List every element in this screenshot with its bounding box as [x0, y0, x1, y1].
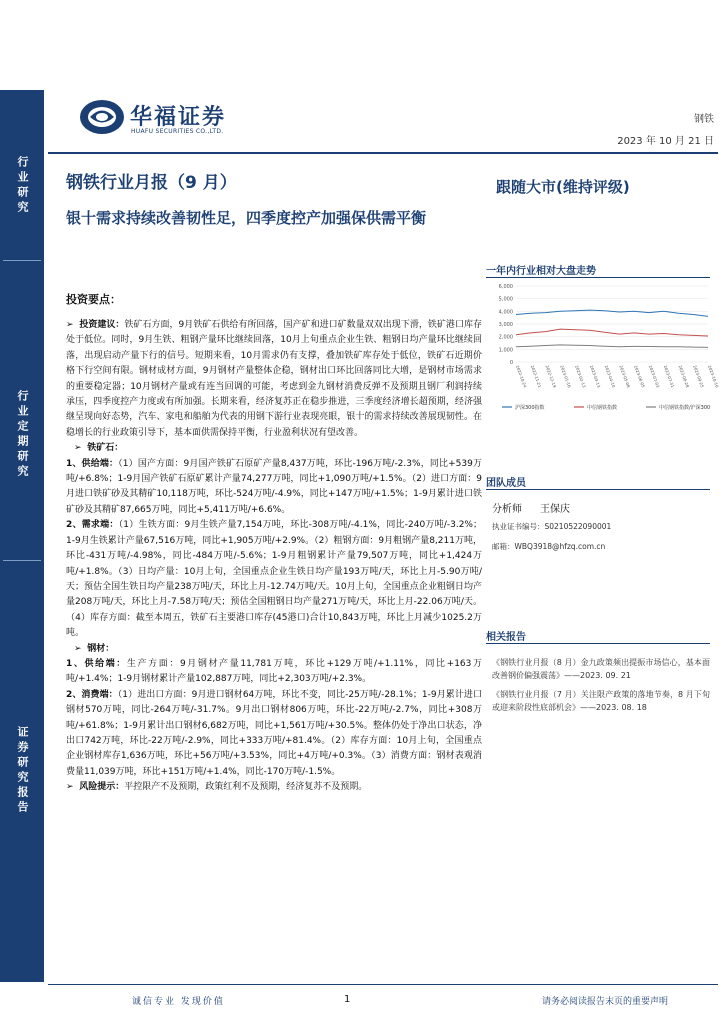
huafu-logo-icon — [78, 98, 126, 136]
series-line — [516, 345, 708, 348]
footer-divider — [48, 984, 718, 985]
related-reports-title: 相关报告 — [486, 628, 710, 644]
left-sidebar — [0, 90, 44, 982]
x-tick-label: 2023-09-25 — [692, 364, 705, 389]
x-tick-label: 2023-07-31 — [662, 364, 676, 389]
sidebar-label-industry-research: 行业研究 — [16, 156, 29, 216]
paragraph-investment-advice: ➢ 投资建议：铁矿石方面，9月铁矿石供给有所回落，国产矿和进口矿数量双双出现下滑，铁矿港口库存处于低位。同时，9月生铁、粗钢产量环比继续回落，10月上旬重点企业生铁、粗钢日均产量环比继续回落，出现启动产量下行的信号。短期来看，10月需求仍有支撑，叠加铁矿库存处于低位，铁矿石近期价格下行空间有限。钢材成材方面，9月钢材产量整体企稳，钢材出口环比回落同比大增，是钢材市场需求的重要稳定器；10月钢材产量或有连当回调的可能，考虑到金九钢材消费反弹不及预期且钢厂利润持续承压，四季度控产力度或有所加强。长期来看，经济复苏正在稳步推进，三季度经济增长超预期，经济强继呈现向好态势，汽车、家电和船舶为代表的用钢下游行业表现亮眼，银十的需求持续改善展现韧性。在稳增长的行业政策引导下，基本面供需保持平衡，行业盈利状况有望改善。 — [66, 320, 482, 438]
series-line — [516, 329, 708, 336]
team-title: 团队成员 — [486, 474, 710, 490]
x-tick-label: 2023-08-28 — [677, 364, 691, 389]
y-tick-label: 2,000 — [498, 334, 513, 341]
y-tick-label: 6,000 — [498, 284, 513, 290]
related-reports-list — [492, 656, 710, 720]
x-tick-label: 2023-07-03 — [647, 364, 661, 389]
series-line — [516, 310, 708, 316]
chart-title: 一年内行业相对大盘走势 — [486, 262, 710, 278]
brand-name-en: HUAFU SECURITIES CO.,LTD. — [131, 128, 224, 135]
paragraph-steel-supply: 1、供给端：生产方面：9月钢材产量11,781万吨，环比+129万吨/+1.11%，同比+163万吨/+1.4%；1-9月钢材累计产量102,887万吨，同比+2,303万吨/+2.3%。 — [66, 658, 482, 685]
header-divider — [48, 152, 718, 154]
report-date: 2023 年 10 月 21 日 — [617, 136, 714, 147]
x-tick-label: 2022-10-24 — [515, 364, 528, 389]
report-title: 钢铁行业月报（9 月） — [66, 173, 237, 193]
paragraph-ore-demand: 2、需求端：（1）生铁方面：9月生铁产量7,154万吨，环比-308万吨/-4.1%，同比-240万吨/-3.2%；1-9月生铁累计产量67,516万吨，同比+1,905万吨/+2.9%。（2）粗钢方面：9月粗钢产量8,211万吨，环比-431万吨/-4.98%，同比-484万吨/-5.6%；1-9月粗钢累计产量79,507万吨，同比+1,424万吨/+1.8%。（3）日均产量：10月上旬，全国重点企业生铁日均产量193万吨/天，环比上月-5.90万吨/天；预估全国生铁日均产量238万吨/天，环比上月-12.74万吨/天。10月上旬，全国重点企业粗钢日均产量208万吨/天，环比上月-7.58万吨/天；预估全国粗钢日均产量271万吨/天，环比上月-22.06万吨/天。（4）库存方面：截至本周五，铁矿石主要港口库存(45港口)合计10,843万吨，环比上月减少1025.2万吨。 — [66, 520, 482, 639]
x-tick-label: 2022-12-19 — [544, 364, 558, 389]
footer-disclaimer: 请务必阅读报告末页的重要声明 — [541, 997, 668, 1007]
rating: 跟随大市(维持评级) — [496, 178, 630, 196]
y-tick-label: 0 — [509, 360, 513, 366]
legend-label: 沪深300指数 — [515, 405, 545, 411]
sidebar-label-periodic-research: 行业定期研究 — [16, 390, 29, 480]
sidebar-divider — [3, 560, 41, 561]
legend-label: 中信钢铁指数 — [587, 405, 618, 411]
x-tick-label: 2023-10-16 — [707, 364, 720, 389]
paragraph-ore-supply: 1、供给端：（1）国产方面：9月国产铁矿石原矿产量8,437万吨，环比-196万吨/-2.3%，同比+539万吨/+6.8%；1-9月国产铁矿石原矿累计产量74,277万吨，同比+1,090万吨/+1.5%。（2）进口方面：9月进口铁矿砂及其精矿10,118万吨，环比-524万吨/-4.9%，同比+147万吨/+1.5%；1-9月累计进口铁矿砂及其精矿87,665万吨，同比+5,411万吨/+6.6%。 — [66, 458, 483, 515]
analyst: 分析师 王保庆 — [492, 504, 570, 515]
section-title: 投资要点： — [66, 293, 121, 306]
sector-label: 钢铁 — [694, 114, 714, 125]
subheading-steel: ➢ 钢材： — [74, 643, 115, 654]
y-tick-label: 1,000 — [498, 347, 513, 354]
subheading-iron-ore: ➢ 铁矿石： — [74, 443, 124, 454]
x-tick-label: 2023-01-16 — [559, 364, 573, 389]
paragraph-risk: ➢ 风险提示：平控限产不及预期，政策红利不及预期，经济复苏不及预期。 — [66, 782, 368, 793]
brand-name: 华福证券 — [130, 105, 227, 130]
x-tick-label: 2023-02-13 — [574, 364, 587, 389]
report-headline: 银十需求持续改善韧性足，四季度控产加强保供需平衡 — [66, 209, 427, 227]
y-tick-label: 5,000 — [498, 296, 513, 303]
x-tick-label: 2023-05-08 — [618, 364, 632, 389]
main-body — [66, 318, 482, 796]
page-number: 1 — [344, 994, 351, 1005]
analyst-email[interactable]: 邮箱：WBQ3918@hfzq.com.cn — [492, 542, 606, 551]
x-tick-label: 2023-04-10 — [603, 364, 617, 389]
related-report-link[interactable]: 《钢铁行业月报（7 月）关注限产政策的落地节奏，8 月下旬或迎来阶段性底部机会》——2023. 08. 18 — [492, 690, 710, 712]
legend-label: 中信钢铁指数/沪深300 — [659, 405, 711, 411]
x-tick-label: 2023-03-13 — [588, 364, 602, 389]
y-tick-label: 4,000 — [498, 309, 513, 316]
x-tick-label: 2023-06-05 — [633, 364, 646, 389]
sidebar-label-securities-report: 证券研究报告 — [16, 726, 29, 816]
paragraph-steel-demand: 2、消费端：（1）进出口方面：9月进口钢材64万吨，环比不变，同比-25万吨/-28.1%；1-9月累计进口钢材570万吨，同比-264万吨/-31.7%。9月出口钢材806万吨，环比-22万吨/-2.7%，同比+308万吨/+61.8%；1-9月累计出口钢材6,682万吨，同比+1,561万吨/+30.5%。整体仍处于净出口状态，净出口742万吨，环比-22万吨/-2.9%，同比+333万吨/+81.4%。（2）库存方面：10月上旬，全国重点企业钢材库存1,636万吨，环比+56万吨/+3.53%，同比+4万吨/+0.3%。（3）消费方面：钢材表观消费量11,039万吨，环比+151万吨/+1.4%，同比-170万吨/-1.5%。 — [66, 689, 483, 777]
sidebar-divider — [3, 260, 41, 261]
y-tick-label: 3,000 — [498, 322, 513, 328]
relative-performance-chart — [486, 280, 720, 415]
cert-number: 执业证书编号：S0210522090001 — [492, 522, 612, 531]
x-tick-label: 2022-11-21 — [529, 364, 543, 389]
related-report-link[interactable]: 《钢铁行业月报（8 月）金九政策频出提振市场信心，基本面改善钢价偏强震荡》——2023. 09. 21 — [492, 658, 710, 680]
footer-slogan: 诚信专业 发现价值 — [132, 997, 225, 1007]
